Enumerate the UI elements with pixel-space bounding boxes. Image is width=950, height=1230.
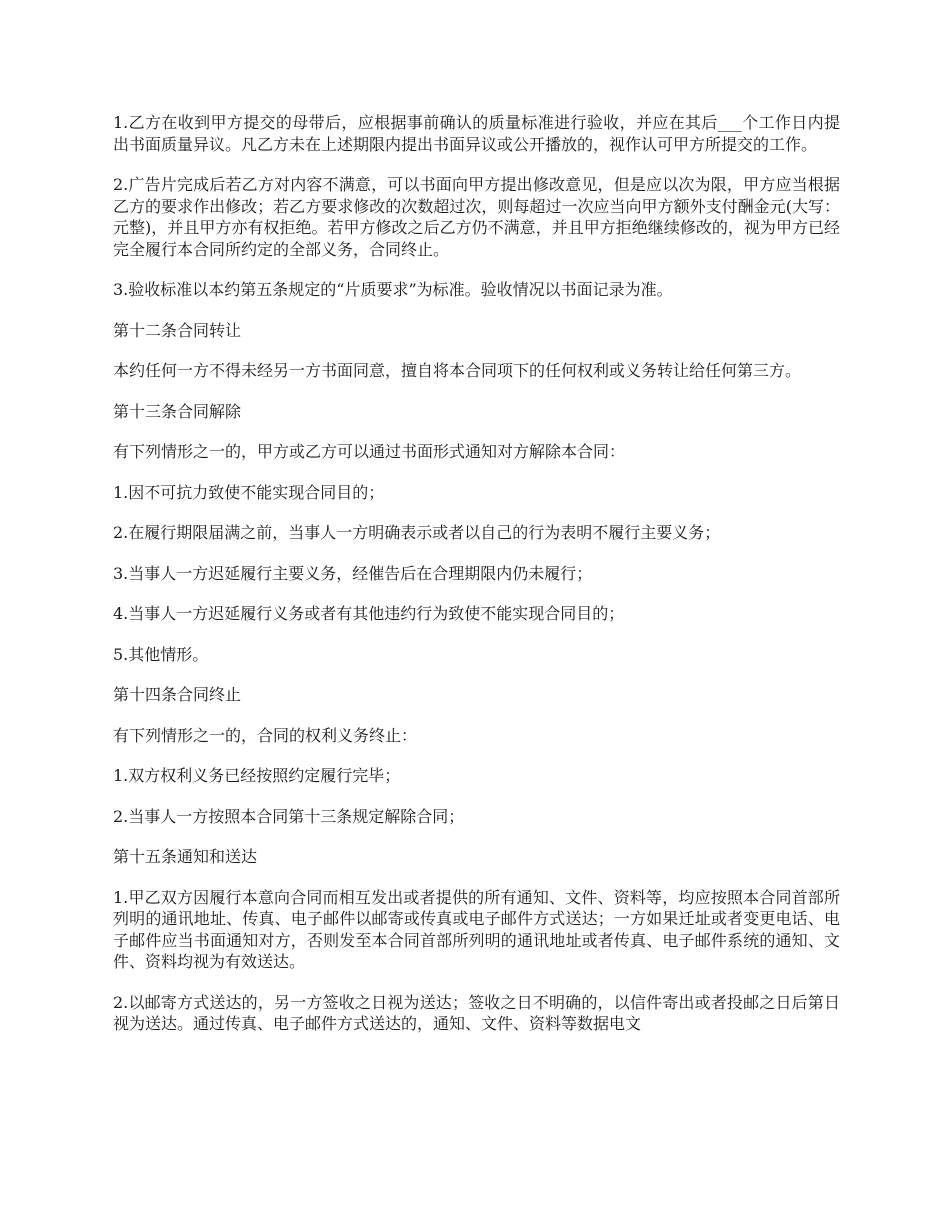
list-item: 3.当事人一方迟延履行主要义务，经催告后在合理期限内仍未履行； — [113, 563, 593, 583]
list-item: 1.双方权利义务已经按照约定履行完毕； — [113, 766, 401, 785]
list-item: 2.当事人一方按照本合同第十三条规定解除合同； — [113, 806, 465, 826]
section-heading: 第十四条合同终止 — [113, 685, 242, 704]
clause-paragraph: 2.以邮寄方式送达的，另一方签收之日视为送达；签收之日不明确的，以信件寄出或者投邮之日后第日视为送达。通过传真、电子邮件方式送达的，通知、文件、资料等数据电文 — [113, 992, 840, 1033]
clause-paragraph: 本约任何一方不得未经另一方书面同意，擅自将本合同项下的任何权利或义务转让给任何第三方。 — [113, 361, 802, 380]
document-page — [113, 112, 840, 1054]
clause-paragraph: 3.验收标准以本约第五条规定的“片质要求”为标准。验收情况以书面记录为准。 — [113, 280, 673, 299]
list-item: 4.当事人一方迟延履行义务或者有其他违约行为致使不能实现合同目的； — [113, 604, 625, 623]
section-heading: 第十五条通知和送达 — [113, 847, 258, 866]
list-item: 1.因不可抗力致使不能实现合同目的； — [113, 482, 385, 502]
list-item: 5.其他情形。 — [113, 644, 209, 664]
clause-paragraph: 1.甲乙双方因履行本意向合同而相互发出或者提供的所有通知、文件、资料等，均应按照本合同首部所列明的通讯地址、传真、电子邮件以邮寄或传真或电子邮件方式送达；一方如果迁址或者变更电话、电子邮件应当书面通知对方，否则发至本合同首部所列明的通讯地址或者传真、电子邮件系统的通知、文件、资料均视为有效送达。 — [113, 887, 840, 971]
clause-paragraph: 2.广告片完成后若乙方对内容不满意，可以书面向甲方提出修改意见，但是应以次为限，甲方应当根据乙方的要求作出修改；若乙方要求修改的次数超过次，则每超过一次应当向甲方额外支付酬金元(大写：元整)，并且甲方亦有权拒绝。若甲方修改之后乙方仍不满意，并且甲方拒绝继续修改的，视为甲方已经完全履行本合同所约定的全部义务，合同终止。 — [113, 175, 840, 259]
clause-paragraph: 有下列情形之一的，甲方或乙方可以通过书面形式通知对方解除本合同： — [113, 442, 626, 461]
list-item: 2.在履行期限届满之前，当事人一方明确表示或者以自己的行为表明不履行主要义务； — [113, 523, 721, 542]
section-heading: 第十二条合同转让 — [113, 320, 242, 340]
section-heading: 第十三条合同解除 — [113, 401, 242, 421]
clause-paragraph: 1.乙方在收到甲方提交的母带后，应根据事前确认的质量标准进行验收，并应在其后___个工作日内提出书面质量异议。凡乙方未在上述期限内提出书面异议或公开播放的，视作认可甲方所提交的工作。 — [113, 113, 840, 154]
clause-paragraph: 有下列情形之一的，合同的权利义务终止： — [113, 725, 418, 745]
